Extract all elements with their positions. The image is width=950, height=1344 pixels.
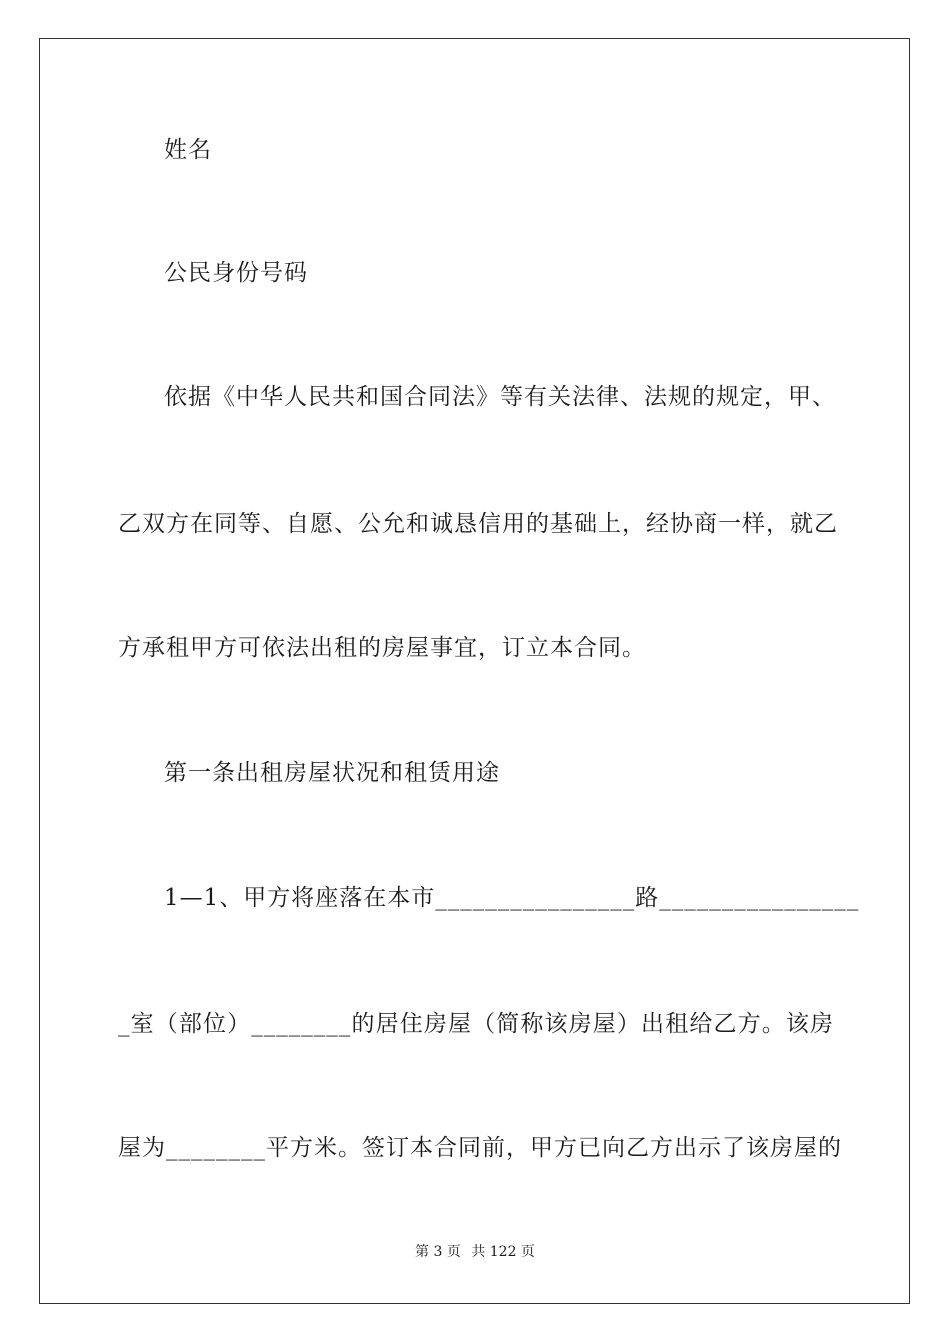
text-line-clause-1-1-area: 屋为________平方米。签订本合同前，甲方已向乙方出示了该房屋的: [118, 1135, 842, 1161]
total-pages: 共 122 页: [471, 1244, 535, 1260]
section-heading-article-1: 第一条出租房屋状况和租赁用途: [164, 760, 500, 786]
text-line-paragraph-1: 依据《中华人民共和国合同法》等有关法律、法规的规定，甲、: [164, 384, 836, 410]
text-line-paragraph-2: 乙双方在同等、自愿、公允和诚恳信用的基础上，经协商一样，就乙: [118, 511, 838, 537]
text-line-name: 姓名: [164, 137, 212, 163]
text-line-clause-1-1: 1—1、甲方将座落在本市________________路________________: [164, 885, 860, 911]
text-line-paragraph-3: 方承租甲方可依法出租的房屋事宜，订立本合同。: [118, 635, 646, 661]
text-line-clause-1-1-cont: _室（部位）________的居住房屋（简称该房屋）出租给乙方。该房: [118, 1011, 834, 1037]
page-border: [39, 38, 910, 1304]
page-number: 第 3 页: [415, 1244, 461, 1260]
text-line-id-number: 公民身份号码: [164, 260, 308, 286]
page-footer: [0, 1243, 950, 1261]
